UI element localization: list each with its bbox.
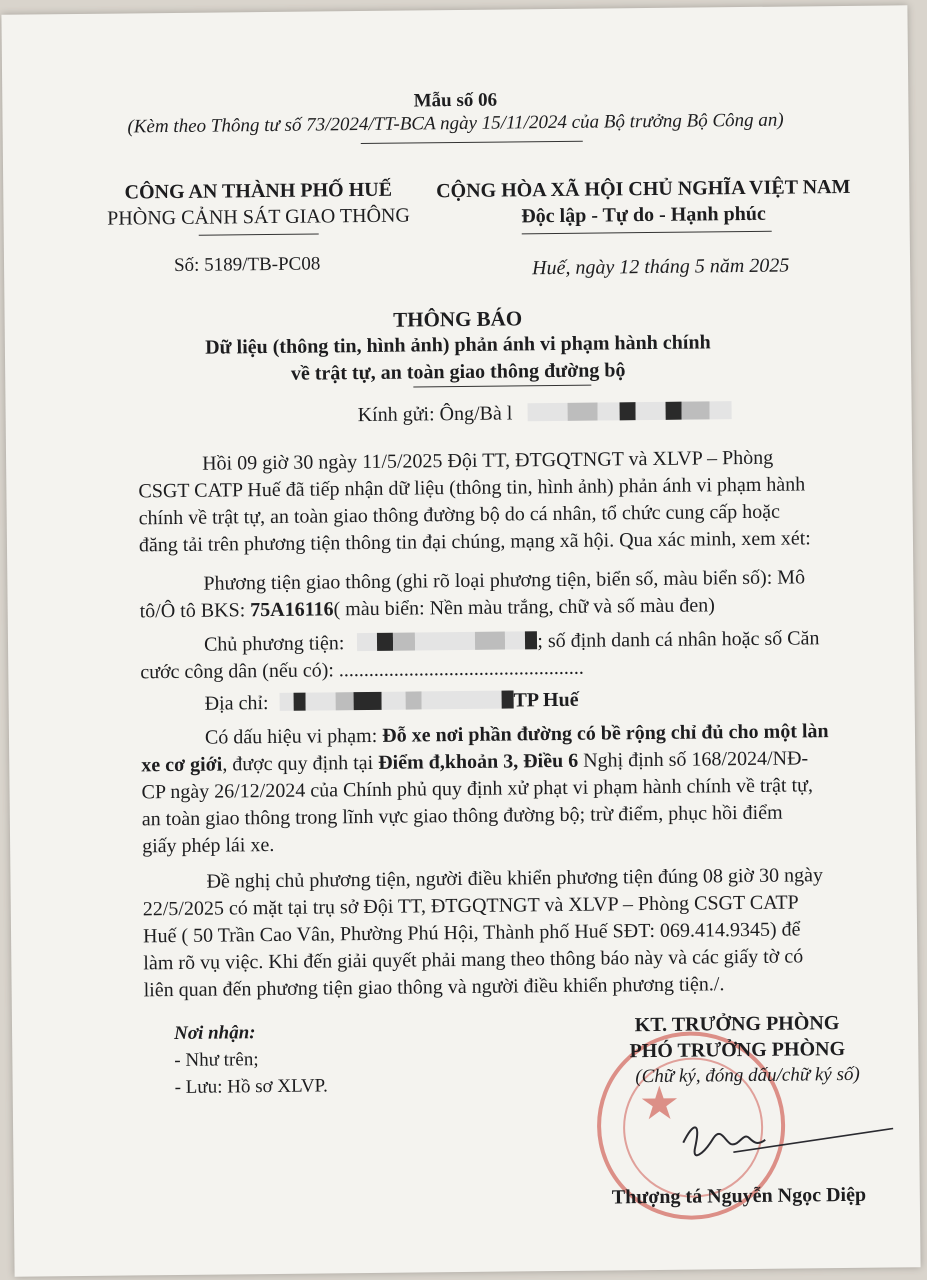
left-header-underline [199,233,319,235]
document-number: Số: 5189/TB-PC08 [173,253,321,276]
country-name: CỘNG HÒA XÃ HỘI CHỦ NGHĨA VIỆT NAM [436,175,851,203]
recipient-item-1: - Như trên; [174,1049,259,1072]
address-city: TP Huế [513,688,579,712]
owner-line2: cước công dân (nếu có): ................................................. [140,656,584,684]
vehicle-plate: 75A16116 [250,598,334,622]
owner-label: Chủ phương tiện: [203,632,345,656]
redacted-owner [357,633,377,651]
recipients-heading: Nơi nhận: [173,1022,256,1045]
recipient-item-2: - Lưu: Hồ sơ XLVP. [174,1075,328,1099]
title-subline-2: về trật tự, an toàn giao thông đường bộ [290,359,626,385]
violation-description: Đỗ xe nơi phần đường có bề rộng chỉ đủ cho một làn [382,720,829,747]
vehicle-line1: Phương tiện giao thông (ghi rõ loại phương tiện, biển số, màu biển số): Mô [203,566,806,595]
request-line3: Huế ( 50 Trần Cao Vân, Phường Phú Hội, Thành phố Huế SĐT: 069.414.9345) để [142,918,801,948]
vehicle-line2 [140,594,715,623]
greeting-line [358,400,732,427]
owner-line1 [204,627,820,656]
violation-mid: , được quy định tại [222,751,379,776]
address-line [205,689,579,716]
violation-decree: Nghị định số 168/2024/NĐ- [578,747,809,772]
form-attachment-note: (Kèm theo Thông tư số 73/2024/TT-BCA ngày 15/11/2024 của Bộ trưởng Bộ Công an) [127,109,784,138]
violation-line3: CP ngày 26/12/2024 của Chính phủ quy định xử phạt vi phạm hành chính về trật tự, [141,774,814,804]
document-title: THÔNG BÁO [393,306,523,332]
signature-title-1: KT. TRƯỞNG PHÒNG [634,1012,840,1037]
title-subline-1: Dữ liệu (thông tin, hình ảnh) phản ánh vi phạm hành chính [205,331,711,359]
violation-description-cont: xe cơ giới [141,753,223,777]
greeting-text: Kính gửi: Ông/Bà l [357,402,513,427]
para1-line3: chính về trật tự, an toàn giao thông đường bộ do cá nhân, tổ chức cung cấp hoặc [138,500,781,530]
violation-label: Có dấu hiệu vi phạm: [204,724,383,749]
signer-name: Thượng tá Nguyễn Ngọc Diệp [611,1183,867,1209]
request-line1: Đề nghị chủ phương tiện, người điều khiển phương tiện đúng 08 giờ 30 ngày [206,864,824,893]
notice-document [1,5,920,1276]
department-name: PHÒNG CẢNH SÁT GIAO THÔNG [107,204,410,230]
violation-legal-clause: Điểm đ,khoản 3, Điều 6 [378,749,579,774]
signature-note: (Chữ ký, đóng dấu/chữ ký số) [635,1063,860,1088]
form-underline [361,141,583,144]
request-line2: 22/5/2025 có mặt tại trụ sở Đội TT, ĐTGQTNGT và XLVP – Phòng CSGT CATP [142,891,799,921]
redacted-name [527,403,567,421]
address-label: Địa chỉ: [204,692,269,715]
agency-name: CÔNG AN THÀNH PHỐ HUẾ [124,178,393,204]
request-line4: làm rõ vụ việc. Khi đến giải quyết phải mang theo thông báo này và các giấy tờ có [143,945,804,975]
violation-line5: giấy phép lái xe. [142,833,275,858]
plate-color: ( màu biển: Nền màu trắng, chữ và số màu đen) [333,594,715,621]
title-underline [413,385,591,388]
violation-line2 [141,747,808,777]
violation-line1 [205,720,829,750]
para1-line1: Hồi 09 giờ 30 ngày 11/5/2025 Đội TT, ĐTGQTNGT và XLVP – Phòng [202,446,774,475]
violation-line4: an toàn giao thông trong lĩnh vực giao thông đường bộ; trừ điểm, phục hồi điểm [141,801,783,831]
form-number: Mẫu số 06 [413,89,498,112]
owner-id-label: ; số định danh cá nhân hoặc số Căn [537,627,820,653]
para1-line4: đăng tải trên phương tiện thông tin đại chúng, mạng xã hội. Qua xác minh, xem xét: [138,527,811,557]
national-motto: Độc lập - Tự do - Hạnh phúc [521,202,766,228]
official-red-stamp: ★ [596,1031,786,1221]
place-and-date: Huế, ngày 12 tháng 5 năm 2025 [531,254,790,280]
signature-title-2: PHÓ TRƯỞNG PHÒNG [629,1038,846,1063]
vehicle-plate-label: tô/Ô tô BKS: [139,599,251,623]
handwritten-signature [673,1100,904,1172]
redacted-address [279,693,293,711]
request-line5: liên quan đến phương tiện giao thông và người điều khiển phương tiện./. [143,973,725,1002]
para1-line2: CSGT CATP Huế đã tiếp nhận dữ liệu (thông tin, hình ảnh) phản ánh vi phạm hành [138,473,806,503]
motto-underline [522,231,772,235]
